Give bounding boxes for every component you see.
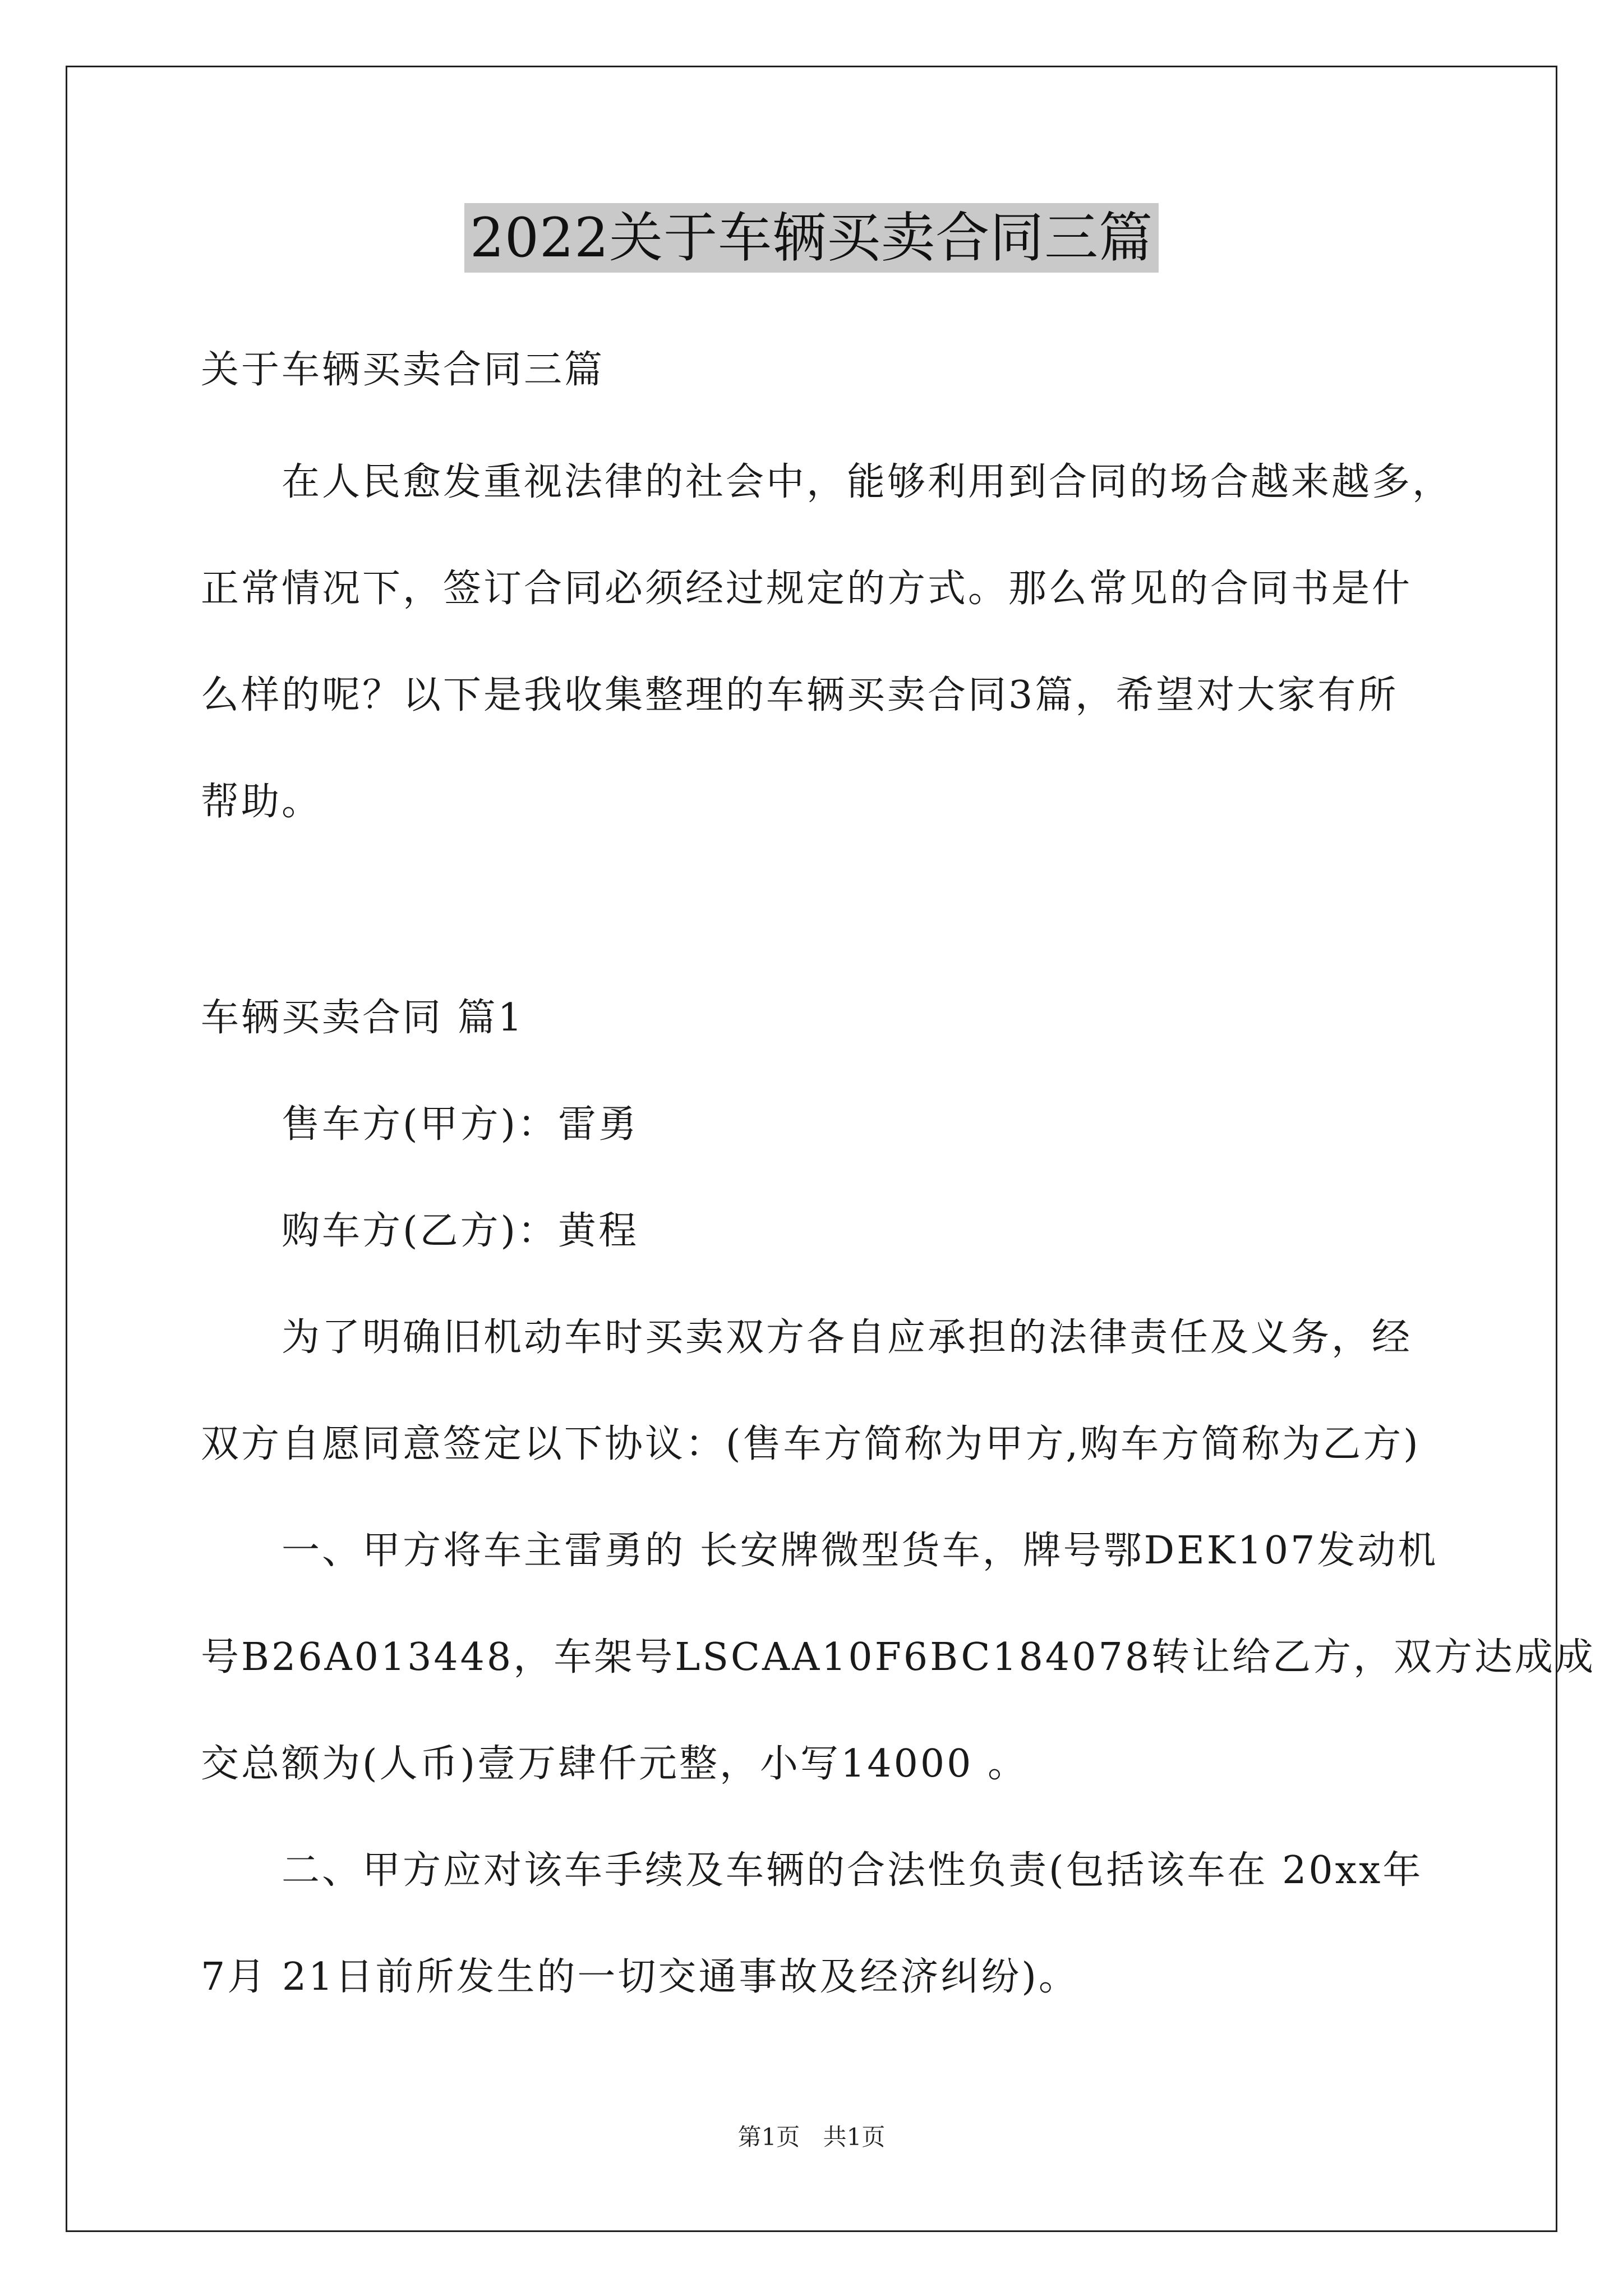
intro-line-3: 么样的呢？以下是我收集整理的车辆买卖合同3篇，希望对大家有所 [201, 673, 1399, 717]
page-total: 共1页 [823, 2123, 886, 2151]
document-title: 2022关于车辆买卖合同三篇 [464, 203, 1159, 273]
buyer-line: 购车方(乙方)：黄程 [282, 1209, 639, 1253]
seller-line: 售车方(甲方)：雷勇 [282, 1102, 639, 1147]
section-heading: 车辆买卖合同 篇1 [201, 996, 524, 1040]
document-subtitle: 关于车辆买卖合同三篇 [201, 348, 605, 392]
purpose-line-1: 为了明确旧机动车时买卖双方各自应承担的法律责任及义务，经 [282, 1315, 1413, 1360]
page-number: 第1页 [737, 2123, 800, 2151]
intro-line-1: 在人民愈发重视法律的社会中，能够利用到合同的场合越来越多， [282, 460, 1453, 504]
clause1-line-2: 号B26A013448，车架号LSCAA10F6BC184078转让给乙方，双方达成成 [201, 1635, 1596, 1680]
clause1-line-1: 一、甲方将车主雷勇的 长安牌微型货车，牌号鄂DEK107发动机 [282, 1529, 1438, 1573]
intro-line-2: 正常情况下，签订合同必须经过规定的方式。那么常见的合同书是什 [201, 567, 1413, 611]
page-footer [0, 2123, 1623, 2151]
clause2-line-1: 二、甲方应对该车手续及车辆的合法性负责(包括该车在 20xx年 [282, 1848, 1423, 1893]
clause1-line-3: 交总额为(人币)壹万肆仟元整，小写14000 。 [201, 1742, 1028, 1786]
purpose-line-2: 双方自愿同意签定以下协议：(售车方简称为甲方,购车方简称为乙方) [201, 1422, 1421, 1466]
title-wrapper [0, 203, 1623, 273]
intro-line-4: 帮助。 [201, 780, 322, 824]
clause2-line-2: 7月 21日前所发生的一切交通事故及经济纠纷)。 [201, 1955, 1079, 1999]
